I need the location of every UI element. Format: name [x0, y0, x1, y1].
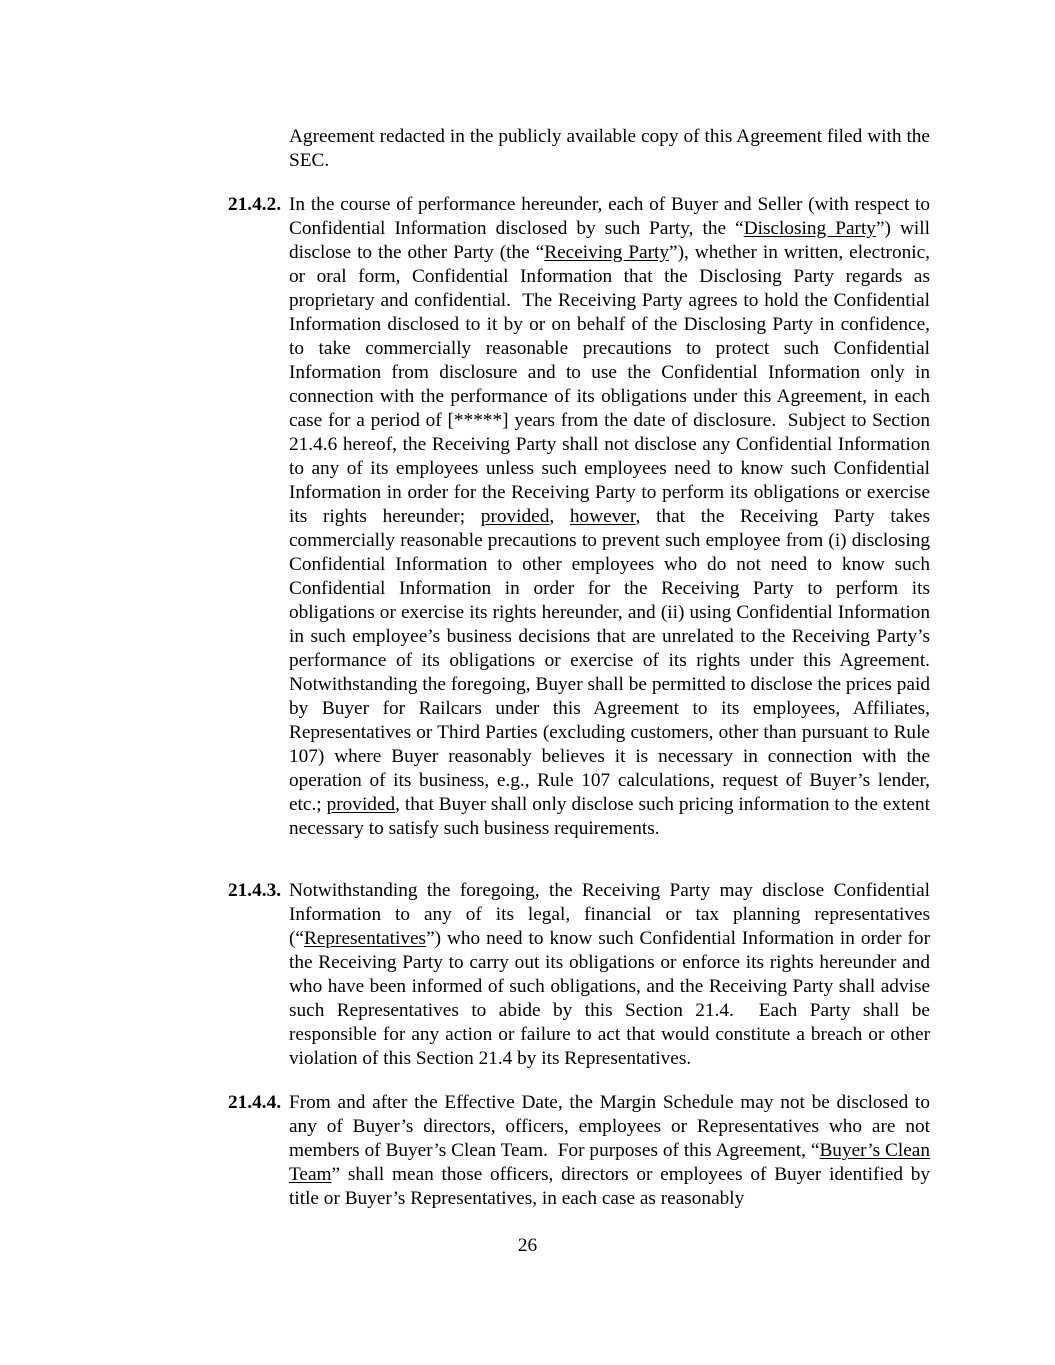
section-number: 21.4.4. [228, 1092, 282, 1113]
term-provided: provided [480, 506, 550, 527]
section-paragraph: From and after the Effective Date, the Margin Schedule may not be disclosed to any of Buyer’s directors, officers, employees or Representatives who are not members of Buyer’s Clean Team. For purposes of this Agreement, “Buyer’s Clean Team” shall mean those officers, directors or employees of Buyer identified by title or Buyer’s Representatives, in each case as reasonably [289, 1092, 930, 1209]
section-number: 21.4.3. [228, 880, 282, 901]
defined-term-buyers-clean-team: Buyer’s Clean Team [289, 1140, 930, 1185]
defined-term-receiving-party: Receiving Party [544, 242, 670, 263]
defined-term-disclosing-party: Disclosing Party [743, 218, 876, 239]
term-provided: provided [326, 794, 396, 815]
section-paragraph: Notwithstanding the foregoing, the Receiving Party may disclose Confidential Information to any of its legal, financial or tax planning representatives (“Representatives”) who need to know such Confidential Information in order for the Receiving Party to carry out its obligations or enforce its rights hereunder and who have been informed of such obligations, and the Receiving Party shall advise such Representatives to abide by this Section 21.4. Each Party shall be responsible for any action or failure to act that would constitute a breach or other violation of this Section 21.4 by its Representatives. [289, 880, 930, 1069]
section-paragraph: In the course of performance hereunder, each of Buyer and Seller (with respect to Confidential Information disclosed by such Party, the “Disclosing Party”) will disclose to the other Party (the “Receiving Party”), whether in written, electronic, or oral form, Confidential Information that the Disclosing Party regards as proprietary and confidential. The Receiving Party agrees to hold the Confidential Information disclosed to it by or on behalf of the Disclosing Party in confidence, to take commercially reasonable precautions to protect such Confidential Information from disclosure and to use the Confidential Information only in connection with the performance of its obligations under this Agreement, in each case for a period of [*****] years from the date of disclosure. Subject to Section 21.4.6 hereof, the Receiving Party shall not disclose any Confidential Information to any of its employees unless such employees need to know such Confidential Information in order for the Receiving Party to perform its obligations or exercise its rights hereunder; provided, however, that the Receiving Party takes commercially reasonable precautions to prevent such employee from (i) disclosing Confidential Information to other employees who do not need to know such Confidential Information in order for the Receiving Party to perform its obligations or exercise its rights hereunder, and (ii) using Confidential Information in such employee’s business decisions that are unrelated to the Receiving Party’s performance of its obligations or exercise of its rights under this Agreement. Notwithstanding the foregoing, Buyer shall be permitted to disclose the prices paid by Buyer for Railcars under this Agreement to its employees, Affiliates, Representatives or Third Parties (excluding customers, other than pursuant to Rule 107) where Buyer reasonably believes it is necessary in connection with the operation of its business, e.g., Rule 107 calculations, request of Buyer’s lender, etc.; provided, that Buyer shall only disclose such pricing information to the extent necessary to satisfy such business requirements. [289, 194, 930, 839]
defined-term-representatives: Representatives [303, 928, 427, 949]
section-number: 21.4.2. [228, 194, 282, 215]
term-however: however [569, 506, 636, 527]
continuation-paragraph: Agreement redacted in the publicly available copy of this Agreement filed with the SEC. [289, 126, 930, 171]
page-number: 26 [517, 1235, 538, 1256]
